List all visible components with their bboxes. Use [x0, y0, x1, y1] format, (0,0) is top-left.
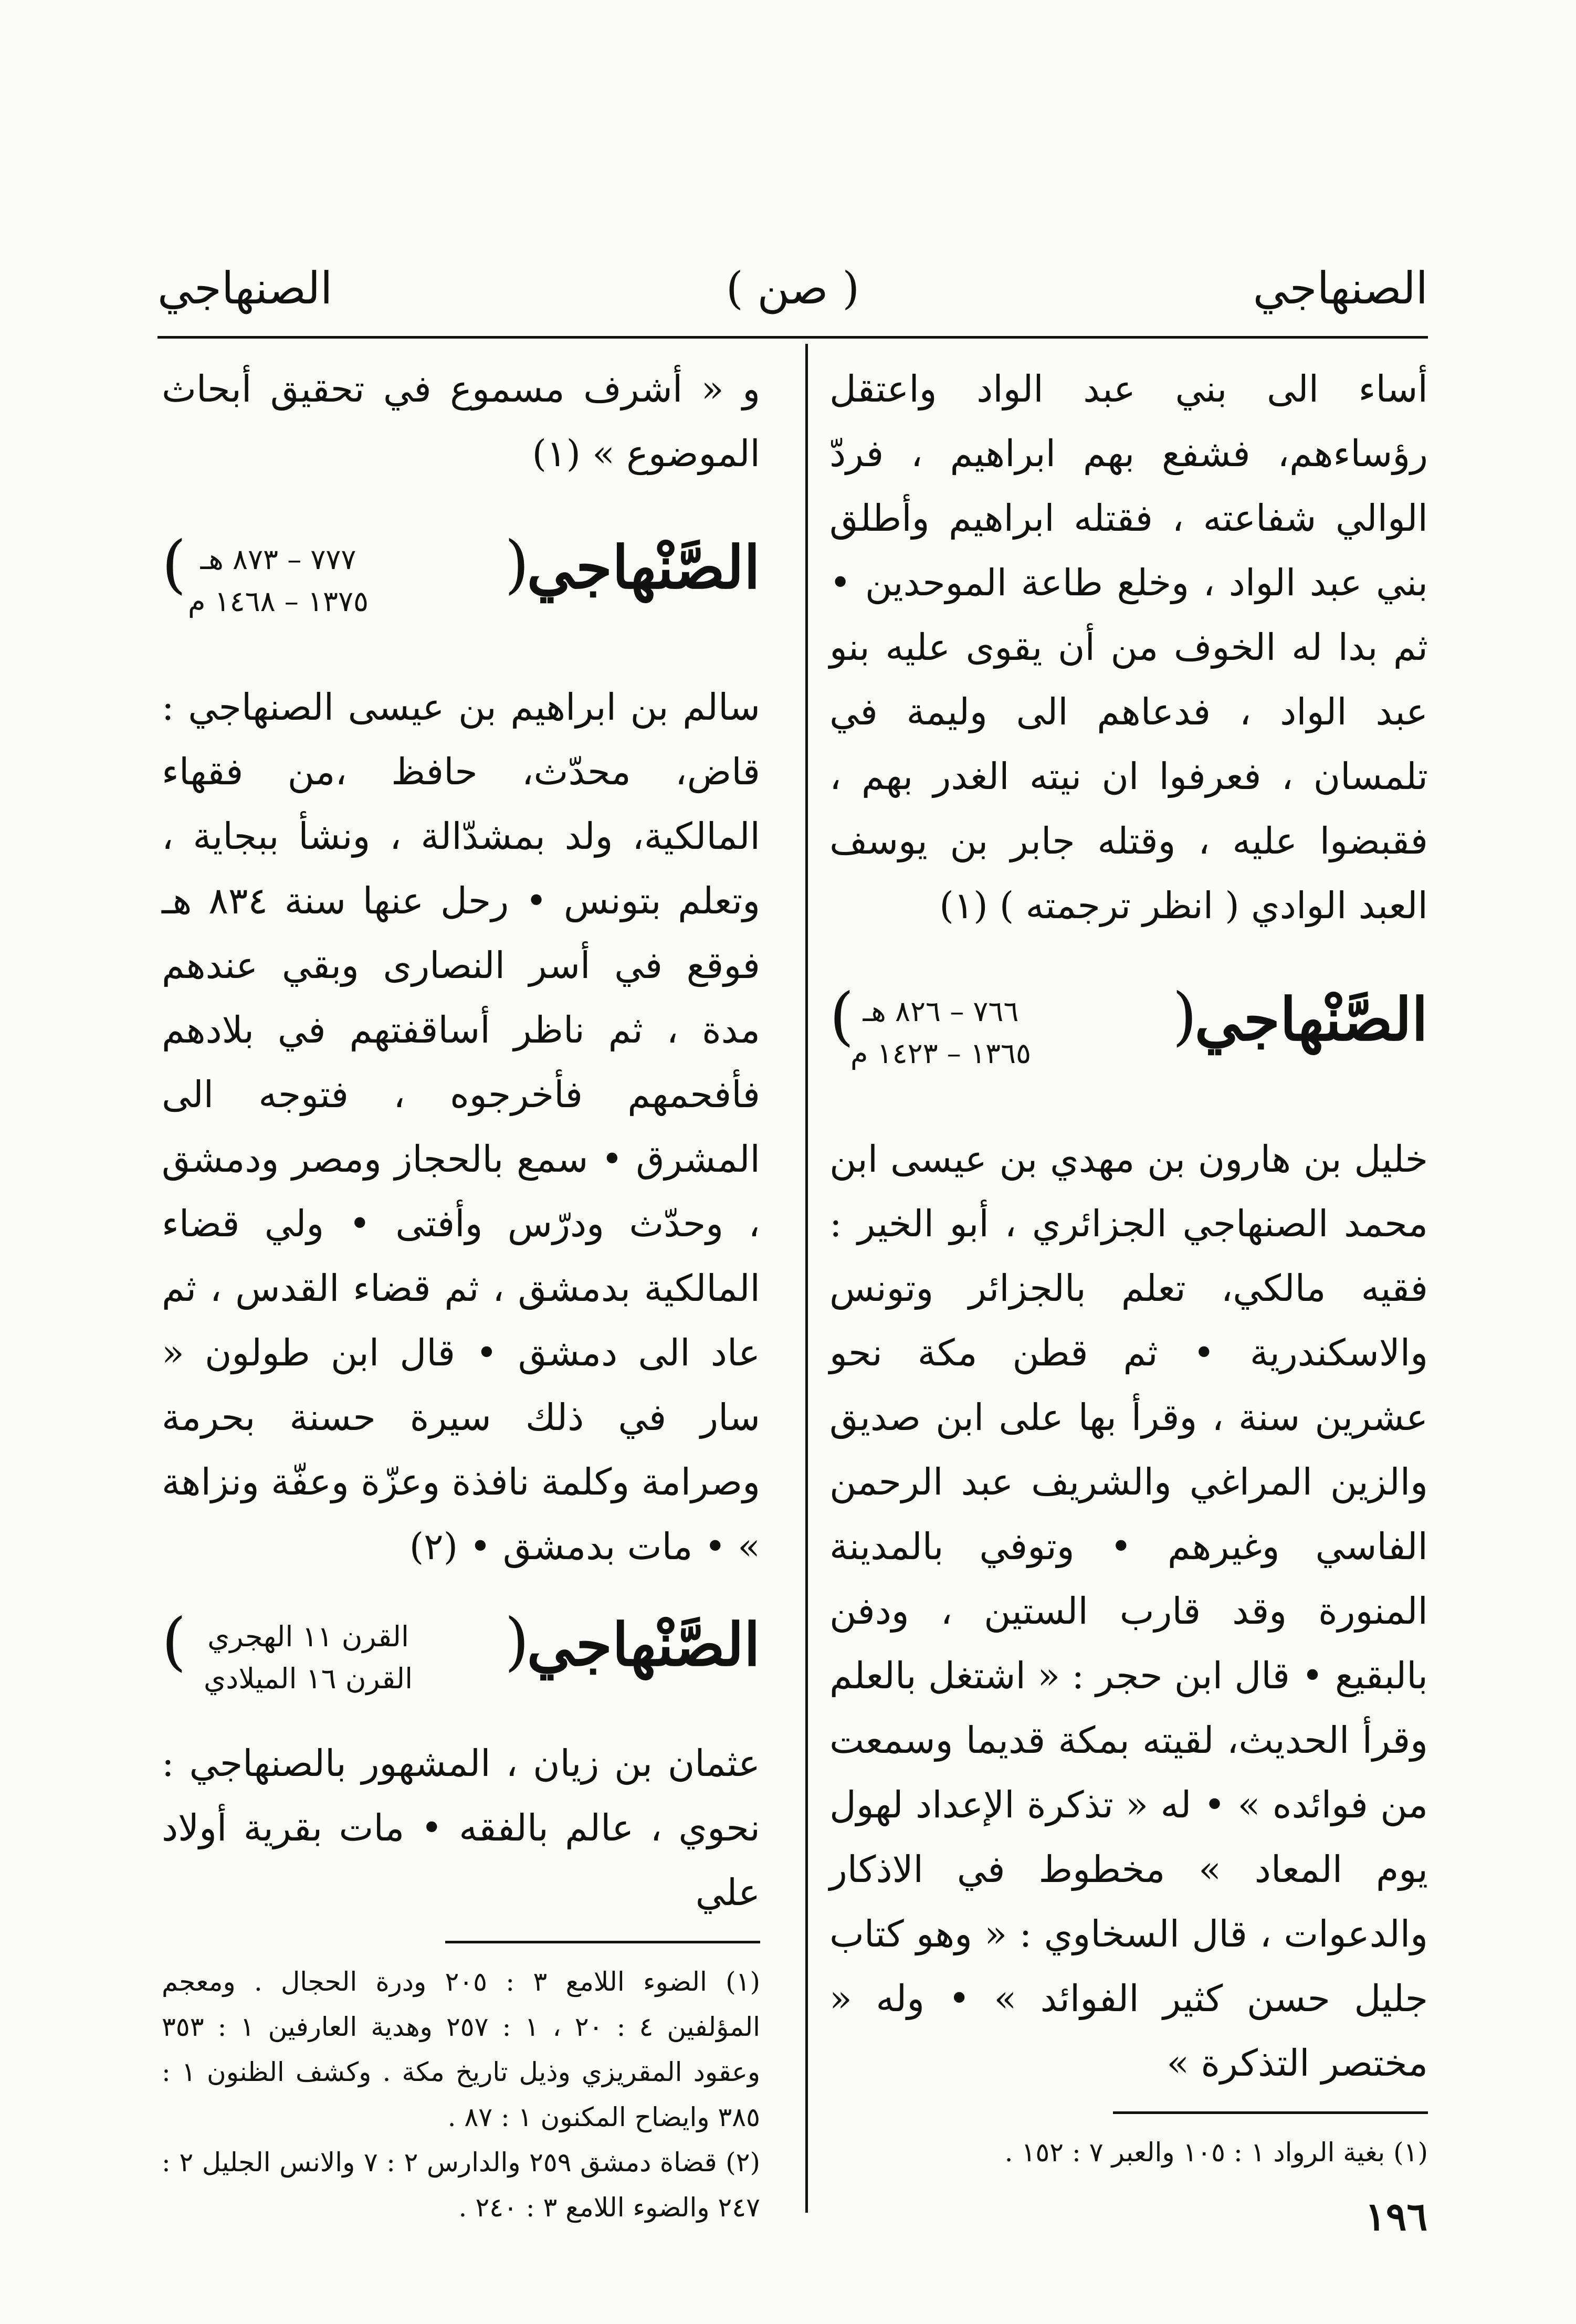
close-paren: ) [829, 980, 854, 1053]
header-letter-section: ( صن ) [726, 262, 860, 314]
entry-dates [204, 1616, 413, 1700]
entry-dates [188, 539, 369, 623]
entry-name: الصَّنْهاجي [527, 533, 760, 602]
running-header [157, 262, 1428, 320]
entry-heading-uthman [162, 1600, 760, 1716]
close-paren: ) [162, 1605, 186, 1678]
right-footnote-1: (١) بغية الرواد ١ : ١٠٥ والعبر ٧ : ١٥٢ . [1004, 2137, 1428, 2168]
right-column [829, 357, 1428, 2175]
right-intro-paragraph: أساء الى بني عبد الواد واعتقل رؤساءهم، فشفع بهم ابراهيم ، فردّ الوالي شفاعته ، فقتله ابراهيم وأطلق بني عبد الواد ، وخلع طاعة الموحدين • ثم بدا له الخوف من أن يقوى عليه بنو عبد الواد ، فدعاهم الى وليمة في تلمسان ، فعرفوا ان نيته الغدر بهم ، فقبضوا عليه ، وقتله جابر بن يوسف العبد الوادي ( انظر ترجمته ) (١) [829, 367, 1428, 927]
column-divider [805, 344, 808, 2213]
dates-hijri: القرن ١١ الهجري [207, 1620, 409, 1653]
entry-dates [850, 991, 1031, 1075]
left-footnote-1: (١) الضوء اللامع ٣ : ٢٠٥ ودرة الحجال . ومعجم المؤلفين ٤ : ٢٠ ، ١ : ٢٥٧ وهدية العارفين ١ : ٣٥٣ وعقود المقريزي وذيل تاريخ مكة . وكشف الظنون ١ : ٣٨٥ وايضاح المكنون ١ : ٨٧ . [162, 1967, 761, 2132]
footnote-rule [1113, 2111, 1428, 2114]
open-paren: ( [505, 528, 529, 601]
left-column [162, 357, 760, 2230]
header-rule [157, 336, 1428, 339]
entry-heading-salim [162, 523, 760, 638]
left-entry2-paragraph: عثمان بن زيان ، المشهور بالصنهاجي : نحوي ، عالم بالفقه • مات بقرية أولاد علي [162, 1742, 760, 1914]
footnote-rule [445, 1941, 760, 1943]
open-paren: ( [1172, 980, 1197, 1053]
left-footnote-2: (٢) قضاة دمشق ٢٥٩ والدارس ٢ : ٧ والانس الجليل ٢ : ٢٤٧ والضوء اللامع ٣ : ٢٤٠ . [162, 2147, 760, 2223]
dates-hijri: ٧٧٧ – ٨٧٣ هـ [200, 543, 356, 576]
left-entry1-paragraph: سالم بن ابراهيم بن عيسى الصنهاجي : قاض، محدّث، حافظ ،من فقهاء المالكية، ولد بمشدّالة ، ونشأ ببجاية ، وتعلم بتونس • رحل عنها سنة ٨٣٤ هـ فوقع في أسر النصارى وبقي عندهم مدة ، ثم ناظر أساقفتهم في بلادهم فأفحمهم فأخرجوه ، فتوجه الى المشرق • سمع بالحجاز ومصر ودمشق ، وحدّث ودرّس وأفتى • ولي قضاء المالكية بدمشق ، ثم قضاء القدس ، ثم عاد الى دمشق • قال ابن طولون « سار في ذلك سيرة حسنة بحرمة وصرامة وكلمة نافذة وعزّة وعفّة ونزاهة » • مات بدمشق • (٢) [162, 686, 760, 1568]
page-number: ١٩٦ [1365, 2194, 1428, 2239]
close-paren: ) [162, 528, 186, 601]
right-entry-paragraph: خليل بن هارون بن مهدي بن عيسى ابن محمد الصنهاجي الجزائري ، أبو الخير : فقيه مالكي، تعلم بالجزائر وتونس والاسكندرية • ثم قطن مكة نحو عشرين سنة ، وقرأ بها على ابن صديق والزين المراغي والشريف عبد الرحمن الفاسي وغيرهم • وتوفي بالمدينة المنورة وقد قارب الستين ، ودفن بالبقيع • قال ابن حجر : « اشتغل بالعلم وقرأ الحديث، لقيته بمكة قديما وسمعت من فوائده » • له « تذكرة الإعداد لهول يوم المعاد » مخطوط في الاذكار والدعوات ، قال السخاوي : « وهو كتاب جليل حسن كثير الفوائد » • وله « مختصر التذكرة » [829, 1138, 1428, 2085]
dates-hijri: ٧٦٦ – ٨٢٦ هـ [863, 995, 1019, 1028]
entry-name: الصَّنْهاجي [527, 1611, 760, 1679]
left-intro-paragraph: و « أشرف مسموع في تحقيق أبحاث الموضوع » (١) [162, 367, 760, 475]
dates-gregorian: ١٣٦٥ – ١٤٢٣ م [850, 1037, 1031, 1070]
header-right-title: الصنهاجي [1253, 262, 1428, 314]
dates-gregorian: ١٣٧٥ – ١٤٦٨ م [188, 585, 369, 618]
open-paren: ( [505, 1605, 529, 1678]
dates-gregorian: القرن ١٦ الميلادي [204, 1662, 413, 1695]
entry-name: الصَّنْهاجي [1194, 985, 1428, 1054]
entry-heading-khalil [829, 975, 1428, 1090]
header-left-title: الصنهاجي [157, 262, 333, 314]
